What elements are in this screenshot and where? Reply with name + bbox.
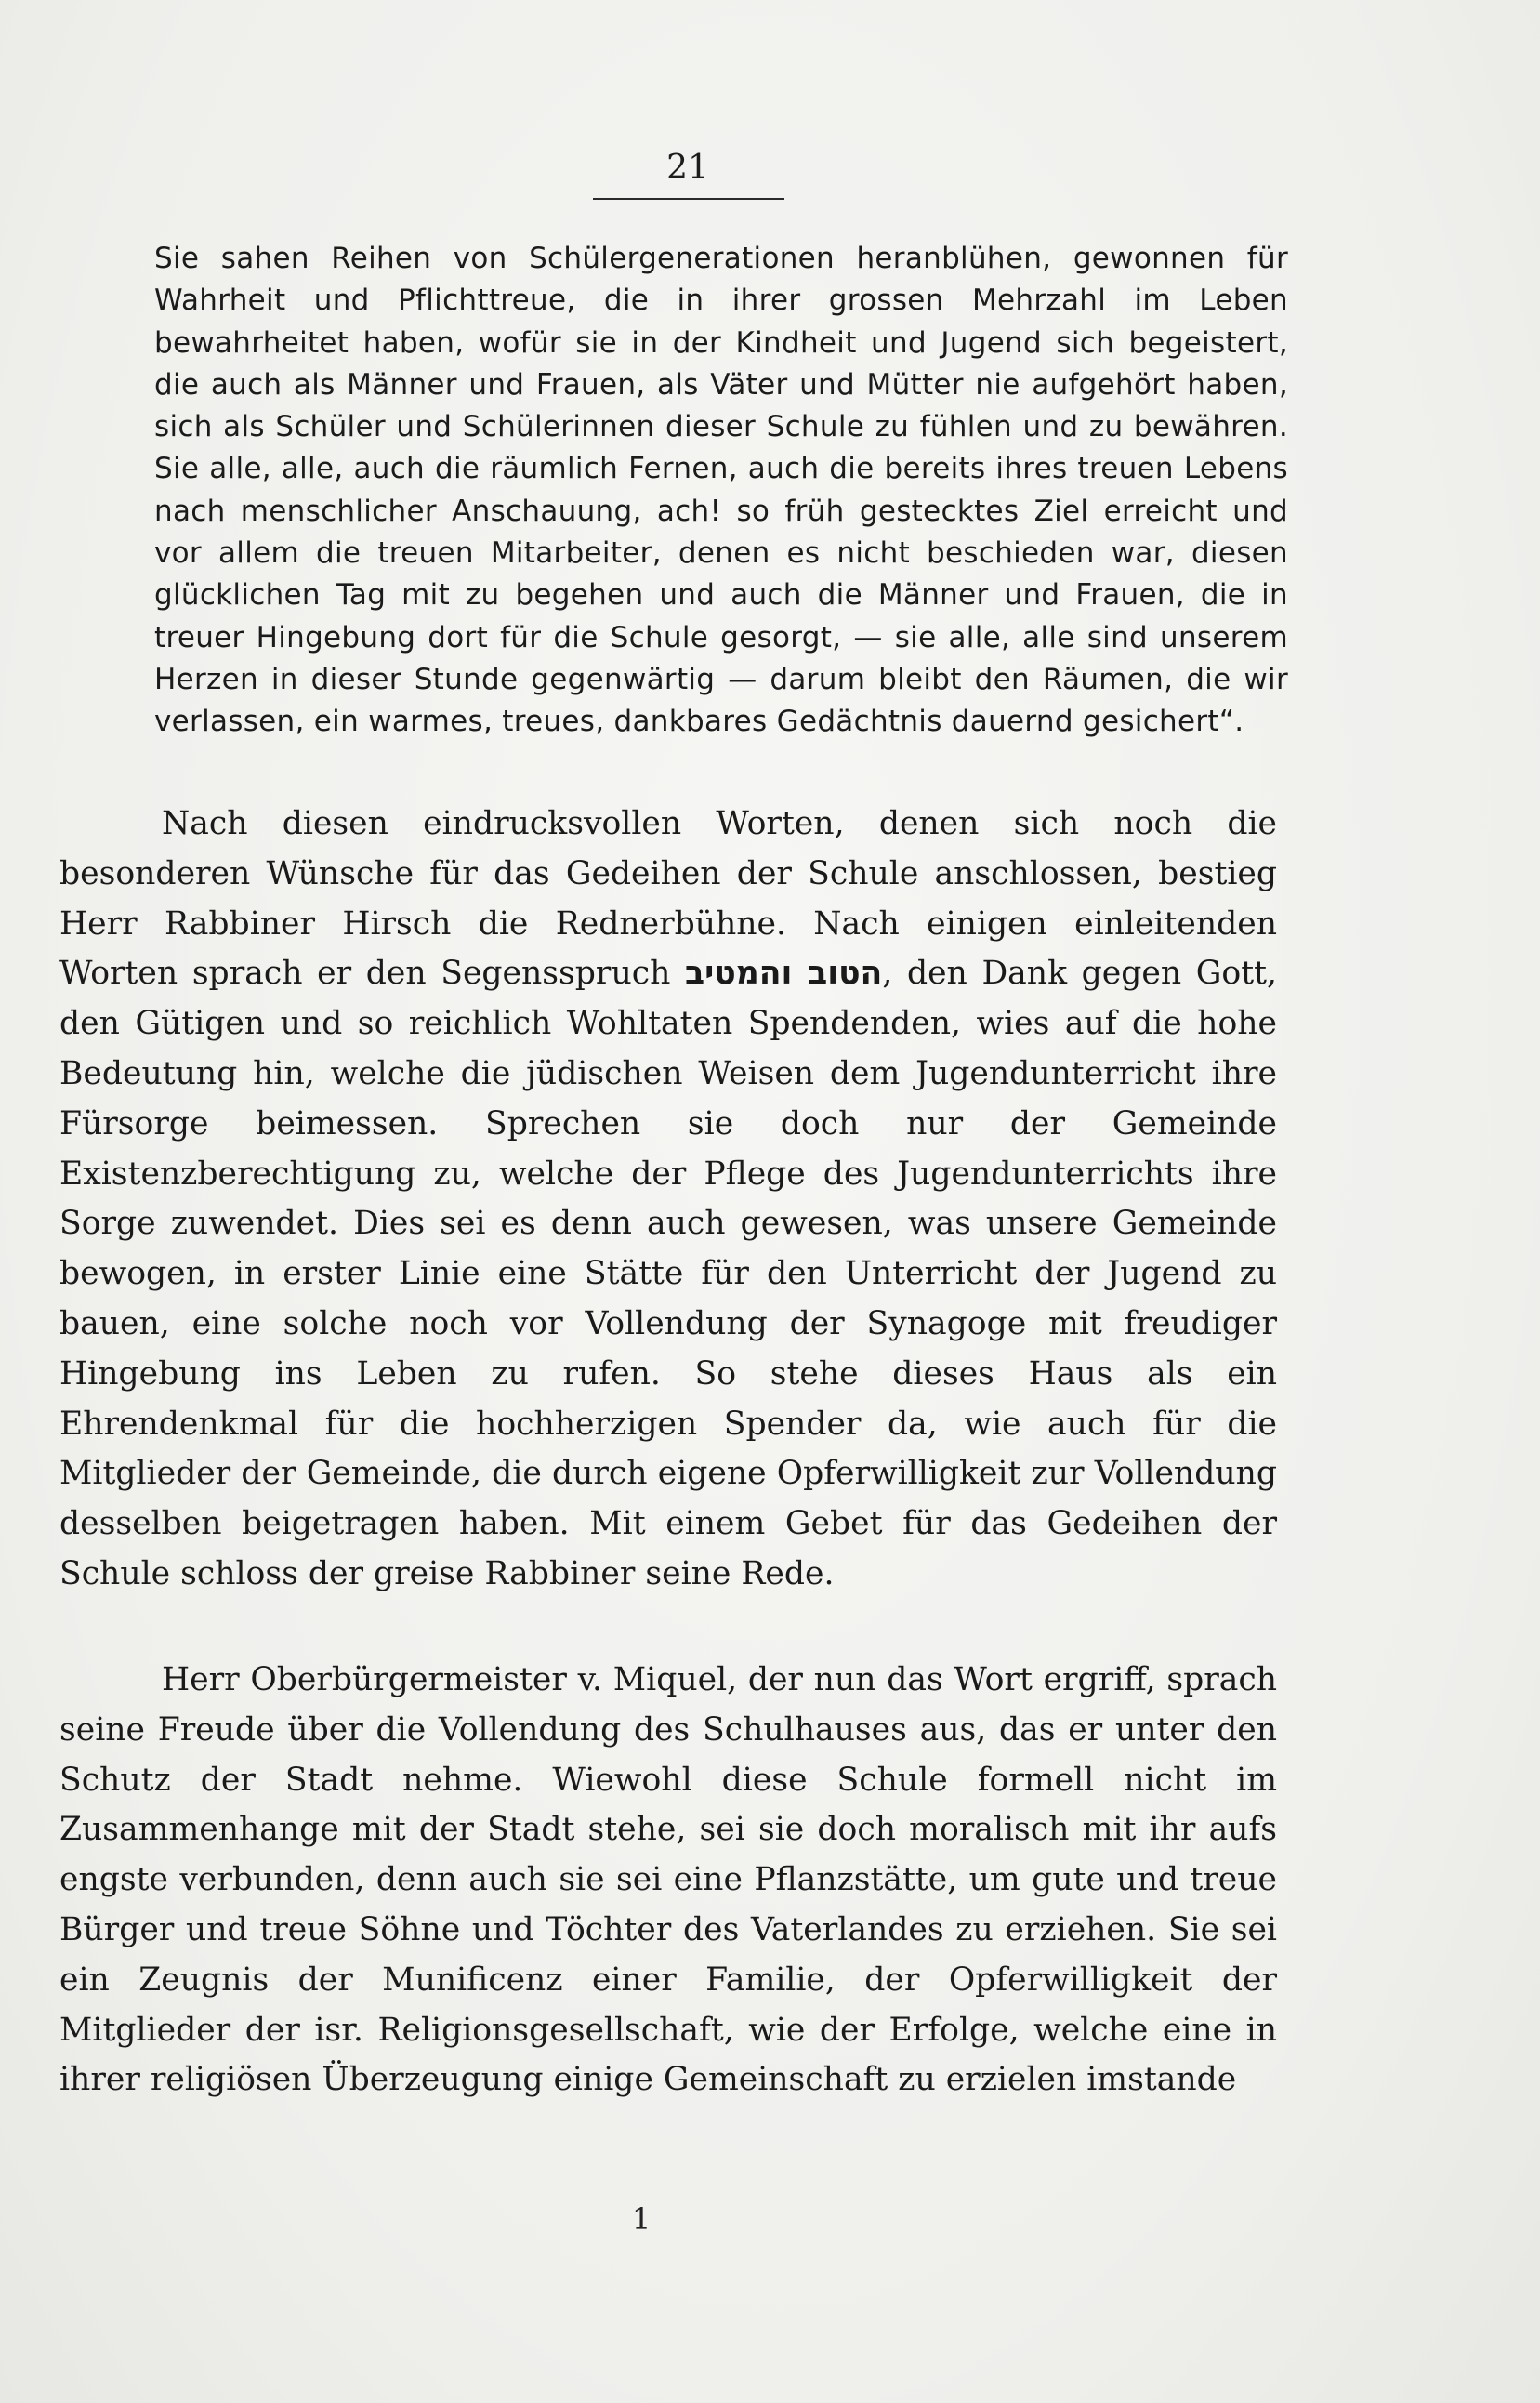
- paragraph-nach-text-end: , den Dank gegen Gott, den Gütigen und so reichlich Wohltaten Spendenden, wies auf die hohe Bedeutung hin, welche die jüdischen Weisen dem Jugendunterricht ihre Fürsorge beimessen. Sprechen sie doch nur der Gemeinde Existenzberechtigung zu, welche der Pflege des Jugendunterrichts ihre Sorge zuwendet. Dies sei es denn auch gewesen, was unsere Gemeinde bewogen, in erster Linie eine Stätte für den Unterricht der Jugend zu bauen, eine solche noch vor Vollendung der Synagoge mit freudiger Hingebung ins Leben zu rufen. So stehe dieses Haus als ein Ehrendenkmal für die hochherzigen Spender da, wie auch für die Mitglieder der Gemeinde, die durch eigene Opferwilligkeit zur Vollendung desselben beigetragen haben. Mit einem Gebet für das Gedeihen der Schule schloss der greise Rabbiner seine Rede.: [59, 955, 1278, 1592]
- signature-mark: 1: [631, 2201, 652, 2237]
- paragraph-nach-text-start: Nach diesen eindrucksvollen Worten, denen sich noch die besonderen Wünsche für das Gedeihen der Schule anschlossen, bestieg Herr Rabbiner Hirsch die Rednerbühne. Nach einigen einleitenden Worten sprach er den Segensspruch: [59, 805, 1277, 993]
- page-number-rule: [593, 198, 784, 200]
- quote-paragraph: Sie sahen Reihen von Schülergenerationen heranblühen, gewonnen für Wahrheit und Pflichttreue, die in ihrer grossen Mehrzahl im Leben bewahrheitet haben, wofür sie in der Kindheit und Jugend sich begeistert, die auch als Männer und Frauen, als Väter und Mütter nie aufgehört haben, sich als Schüler und Schülerinnen dieser Schule zu fühlen und zu bewähren. Sie alle, alle, auch die räumlich Fernen, auch die bereits ihres treuen Lebens nach menschlicher Anschauung, ach! so früh gestecktes Ziel erreicht und vor allem die treuen Mitarbeiter, denen es nicht beschieden war, diesen glücklichen Tag mit zu begehen und auch die Männer und Frauen, die in treuer Hingebung dort für die Schule gesorgt, — sie alle, alle sind unserem Herzen in dieser Stunde gegenwärtig — darum bleibt den Räumen, die wir verlassen, ein warmes, treues, dankbares Gedächtnis dauernd gesichert“.: [154, 242, 1288, 739]
- page-number: 21: [666, 149, 709, 187]
- hebrew-blessing: הטוב והמטיב: [685, 955, 883, 993]
- paragraph-nach-diesen: [59, 799, 1277, 1600]
- paragraph-herr-oberbuergermeister: Herr Oberbürgermeister v. Miquel, der nun das Wort ergriff, sprach seine Freude über die Vollendung des Schulhauses aus, das er unter den Schutz der Stadt nehme. Wiewohl diese Schule formell nicht im Zusammenhange mit der Stadt stehe, sei sie doch moralisch mit ihr aufs engste verbunden, denn auch sie sei eine Pflanzstätte, um gute und treue Bürger und treue Söhne und Töchter des Vaterlandes zu erziehen. Sie sei ein Zeugnis der Munificenz einer Familie, der Opferwilligkeit der Mitglieder der isr. Religionsgesellschaft, wie der Erfolge, welche eine in ihrer religiösen Überzeugung einige Gemeinschaft zu erzielen imstande: [59, 1661, 1277, 2099]
